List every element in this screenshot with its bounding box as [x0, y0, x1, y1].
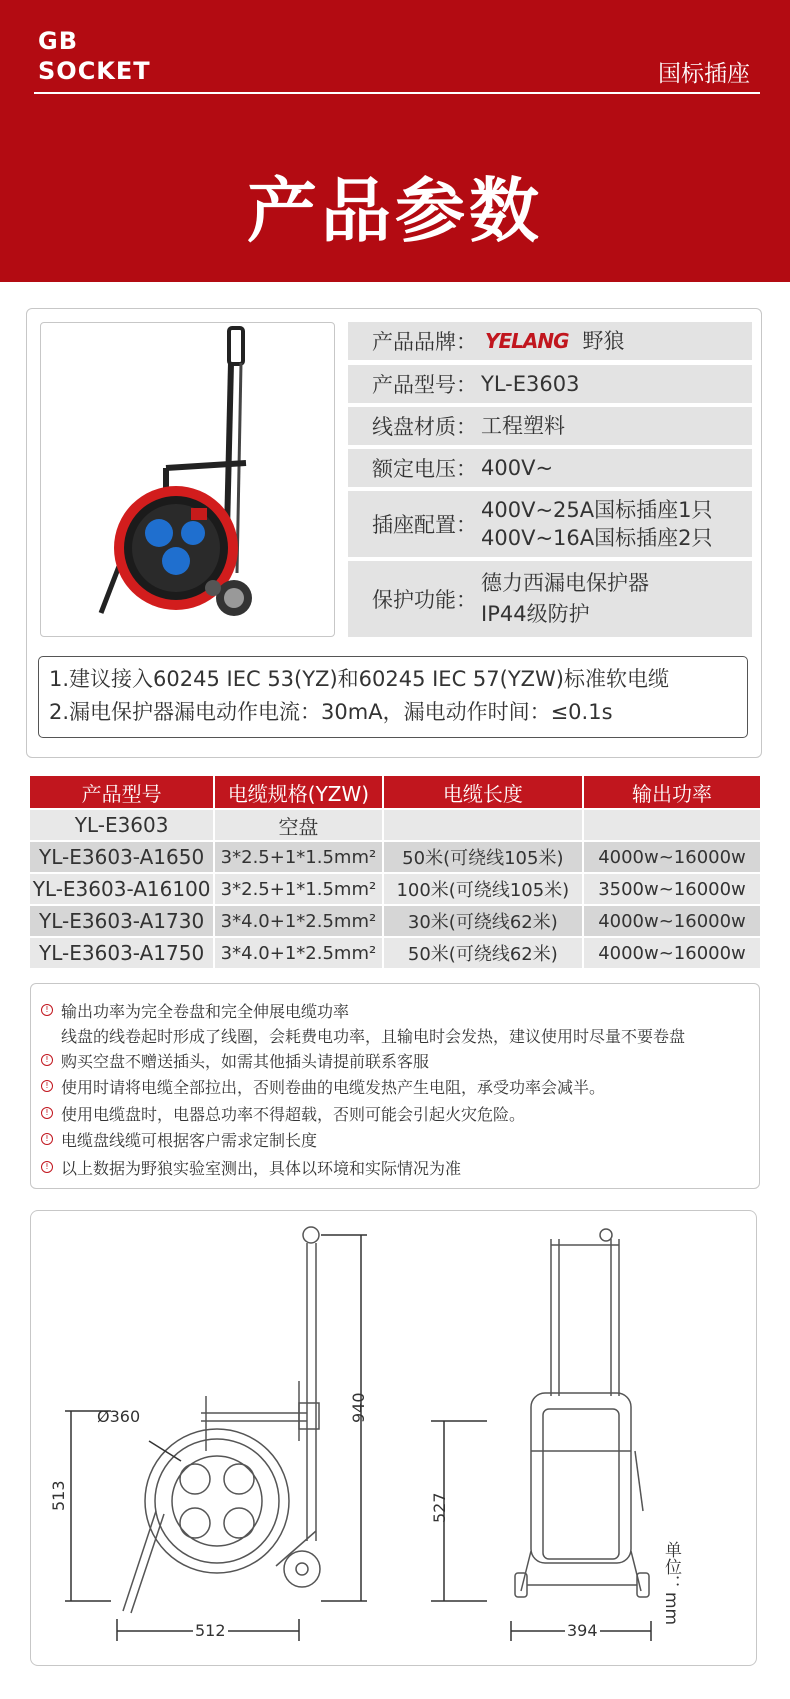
warning-icon: !	[41, 1004, 53, 1016]
table-cell: 3*4.0+1*2.5mm²	[215, 906, 381, 936]
table-cell: 50米(可绕线105米)	[384, 842, 582, 872]
param-row-material	[348, 407, 752, 445]
param-value: 德力西漏电保护器	[481, 571, 649, 595]
param-label: 保护功能：	[372, 588, 477, 612]
table-cell	[584, 810, 760, 840]
warning-icon: !	[41, 1133, 53, 1145]
table-cell: 4000w~16000w	[584, 842, 760, 872]
param-values	[481, 568, 649, 630]
product-photo	[40, 322, 335, 637]
param-value: 400V~25A国标插座1只	[481, 498, 713, 522]
table-row	[30, 810, 760, 840]
table-row	[30, 874, 760, 904]
unit-label: 单位：mm	[661, 1541, 681, 1626]
param-values	[481, 496, 713, 552]
table-header-cell: 电缆长度	[384, 776, 582, 808]
table-cell: 空盘	[215, 810, 381, 840]
table-cell: 50米(可绕线62米)	[384, 938, 582, 968]
param-row-brand	[348, 322, 752, 360]
param-label: 额定电压：	[372, 457, 477, 481]
param-label: 插座配置：	[372, 513, 477, 537]
table-header-cell: 产品型号	[30, 776, 213, 808]
warning-icon: !	[41, 1161, 53, 1173]
warning-icon: !	[41, 1054, 53, 1066]
param-value: 野狼	[582, 329, 625, 353]
table-header-cell: 输出功率	[584, 776, 760, 808]
param-label: 产品品牌：	[372, 330, 477, 354]
table-cell: YL-E3603-A1750	[30, 938, 213, 968]
param-label: 产品型号：	[372, 373, 477, 397]
note-line: 1.建议接入60245 IEC 53(YZ)和60245 IEC 57(YZW)标准软电缆	[49, 667, 670, 691]
table-row	[30, 842, 760, 872]
param-label: 线盘材质：	[372, 415, 477, 439]
table-cell: 30米(可绕线62米)	[384, 906, 582, 936]
table-row	[30, 906, 760, 936]
table-header-cell: 电缆规格(YZW)	[215, 776, 381, 808]
install-notes	[38, 656, 748, 738]
warning-line: 以上数据为野狼实验室测出，具体以环境和实际情况为准	[61, 1159, 462, 1178]
warning-icon: !	[41, 1107, 53, 1119]
warning-line: 线盘的线卷起时形成了线圈，会耗费电功率，且输电时会发热，建议使用时尽量不要卷盘	[61, 1027, 686, 1046]
dim-label-total-height: 940	[349, 1392, 368, 1423]
param-value: 400V~16A国标插座2只	[481, 526, 713, 550]
table-cell: 3*2.5+1*1.5mm²	[215, 842, 381, 872]
header-divider	[34, 92, 760, 94]
warning-line: 电缆盘线缆可根据客户需求定制长度	[61, 1131, 318, 1150]
table-cell: YL-E3603-A16100	[30, 874, 213, 904]
table-cell: YL-E3603	[30, 810, 213, 840]
dim-label-side-height: 527	[430, 1492, 449, 1523]
param-row-model	[348, 365, 752, 403]
param-row-socket-config	[348, 491, 752, 557]
header-banner	[0, 0, 790, 282]
dim-label-diameter: Ø360	[97, 1407, 141, 1426]
table-cell: 3*2.5+1*1.5mm²	[215, 874, 381, 904]
dim-label-side-width: 394	[567, 1621, 598, 1640]
param-value: YL-E3603	[481, 372, 580, 396]
table-cell: 3500w~16000w	[584, 874, 760, 904]
param-row-protection	[348, 561, 752, 637]
warning-icon: !	[41, 1080, 53, 1092]
param-value: IP44级防护	[481, 602, 590, 626]
table-cell: YL-E3603-A1730	[30, 906, 213, 936]
warning-line: 输出功率为完全卷盘和完全伸展电缆功率	[61, 1002, 350, 1021]
param-value: 工程塑料	[481, 414, 565, 438]
warning-line: 购买空盘不赠送插头，如需其他插头请提前联系客服	[61, 1052, 430, 1071]
table-cell: 100米(可绕线105米)	[384, 874, 582, 904]
brand-logo: YELANG	[485, 329, 569, 353]
table-header-row	[30, 776, 760, 808]
warning-line: 使用电缆盘时，电器总功率不得超载，否则可能会引起火灾危险。	[61, 1105, 526, 1124]
table-cell: YL-E3603-A1650	[30, 842, 213, 872]
note-line: 2.漏电保护器漏电动作电流：30mA，漏电动作时间：≤0.1s	[49, 700, 613, 724]
drawing-svg	[31, 1211, 757, 1666]
dim-label-height: 513	[49, 1480, 68, 1511]
header-subtitle: 国标插座	[658, 61, 750, 87]
dim-label-front-width: 512	[195, 1621, 226, 1640]
param-row-voltage	[348, 449, 752, 487]
table-cell	[384, 810, 582, 840]
warnings-box	[30, 983, 760, 1189]
table-cell: 4000w~16000w	[584, 938, 760, 968]
dimension-drawing	[30, 1210, 757, 1666]
warning-line: 使用时请将电缆全部拉出，否则卷曲的电缆发热产生电阻，承受功率会减半。	[61, 1078, 606, 1097]
spec-table	[28, 774, 762, 970]
brand-text: GB SOCKET	[38, 27, 151, 85]
param-value: 400V~	[481, 456, 554, 480]
table-row	[30, 938, 760, 968]
table-cell: 4000w~16000w	[584, 906, 760, 936]
table-cell: 3*4.0+1*2.5mm²	[215, 938, 381, 968]
page-title: 产品参数	[247, 170, 543, 252]
